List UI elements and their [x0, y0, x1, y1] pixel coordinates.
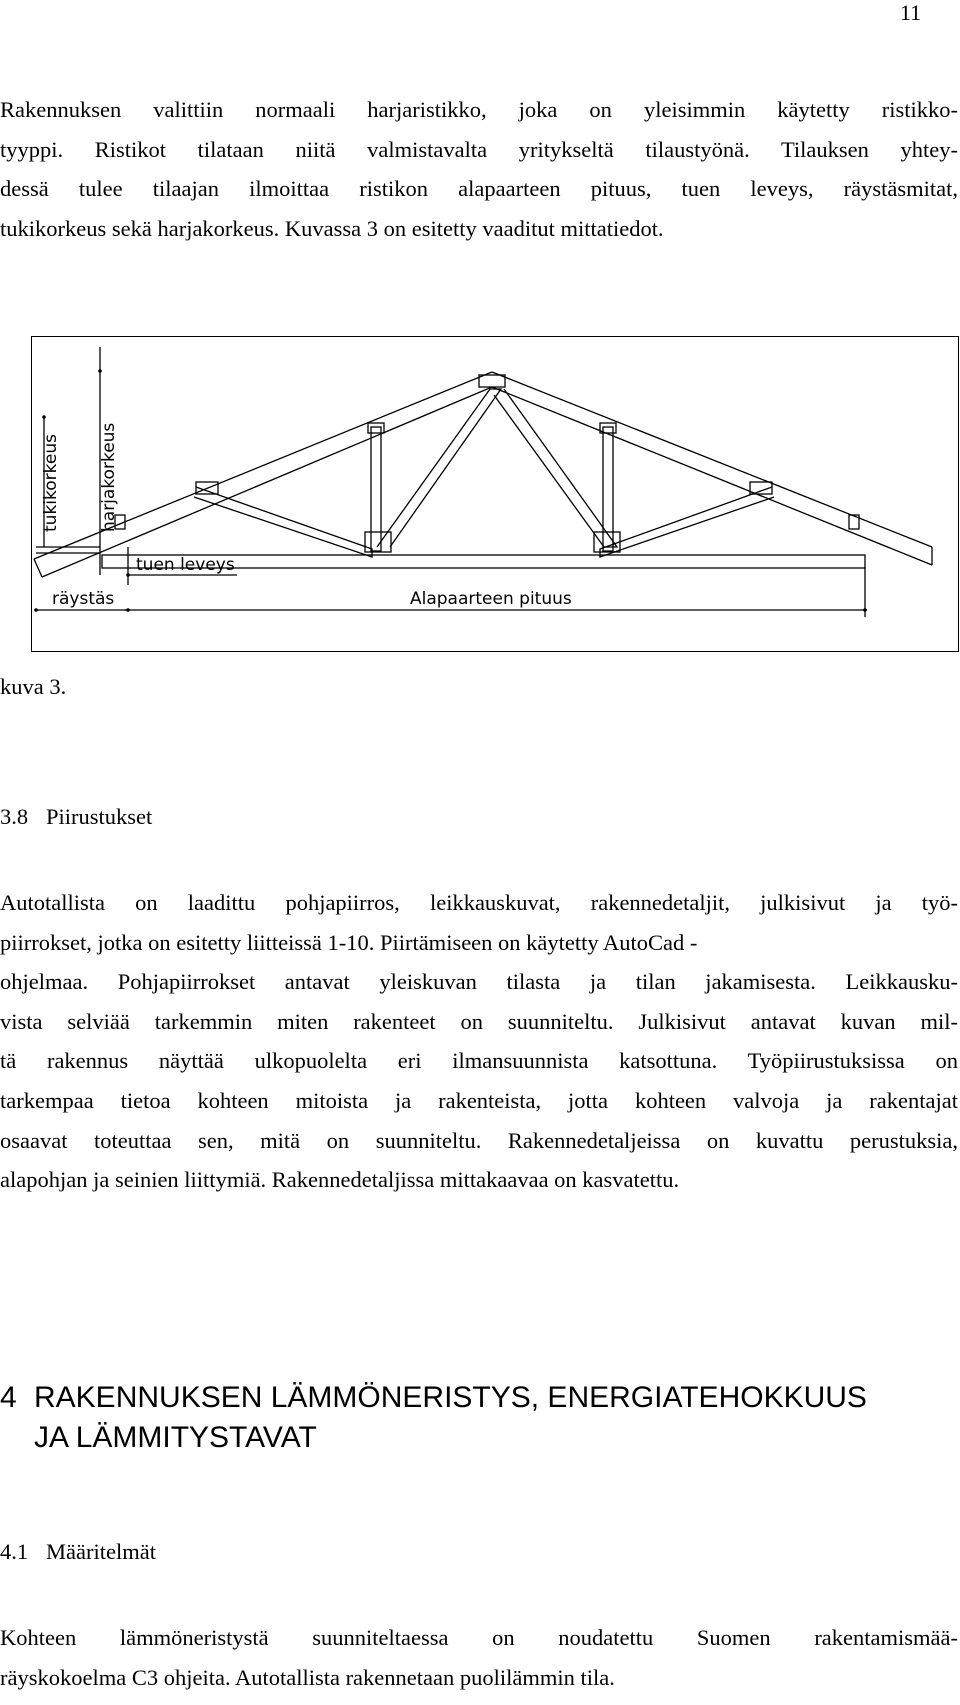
plate-left-bottom [365, 532, 391, 552]
section-3-8-paragraph [0, 883, 958, 1200]
truss-figure [31, 336, 959, 652]
paragraph-line: Kohteen lämmöneristystä suunniteltaessa on noudatettu Suomen rakentamismää- [0, 1625, 958, 1650]
label-alapaarteen-pituus: Alapaarteen pituus [410, 589, 572, 609]
rafter-right-inner [492, 387, 932, 565]
label-harjakorkeus: harjakorkeus [99, 422, 119, 532]
label-raystas: räystäs [52, 589, 115, 609]
section-heading-4-1 [0, 1539, 156, 1565]
paragraph-line: tyyppi. Ristikot tilataan niitä valmistavalta yritykseltä tilaustyönä. Tilauksen yhtey- [0, 136, 958, 162]
paragraph-line: tarkempaa tietoa kohteen mitoista ja rakenteista, jotta kohteen valvoja ja rakentajat [0, 1087, 958, 1113]
paragraph-line: Rakennuksen valittiin normaali harjaristikko, joka on yleisimmin käytetty ristikko- [0, 97, 958, 122]
paragraph-line: dessä tulee tilaajan ilmoittaa ristikon alapaarteen pituus, tuen leveys, räystäsmitat, [0, 176, 958, 202]
paragraph-line: tä rakennus näyttää ulkopuolelta eri ilmansuunnista katsottuna. Työpiirustuksissa on [0, 1048, 958, 1074]
paragraph-line: räyskokoelma C3 ohjeita. Autotallista rakennetaan puolilämmin tila. [0, 1664, 615, 1690]
paragraph-line: Autotallista on laadittu pohjapiirros, leikkauskuvat, rakennedetaljit, julkisivut ja työ- [0, 890, 958, 915]
ridge-plate [479, 375, 505, 387]
section-number: 4.1 [0, 1539, 29, 1564]
rafter-right-outer [492, 372, 932, 547]
paragraph-line: ohjelmaa. Pohjapiirrokset antavat yleiskuvan tilasta ja tilan jakamisesta. Leikkausku- [0, 969, 958, 995]
label-tukikorkeus: tukikorkeus [41, 434, 61, 532]
intro-paragraph [0, 90, 958, 248]
web-left-outer [194, 487, 372, 557]
plate-right-bottom [594, 532, 620, 552]
section-title: Piirustukset [46, 804, 153, 829]
label-tuen-leveys: tuen leveys [136, 555, 235, 575]
section-4-1-paragraph [0, 1618, 958, 1697]
section-heading-3-8 [0, 804, 152, 830]
chapter-title-line1: RAKENNUKSEN LÄMMÖNERISTYS, ENERGIATEHOKKUUS [34, 1381, 867, 1414]
web-right-outer [600, 487, 774, 557]
paragraph-line: alapohjan ja seinien liittymiä. Rakennedetaljissa mittakaavaa on kasvatettu. [0, 1167, 680, 1193]
chapter-number: 4 [0, 1381, 17, 1414]
page-number: 11 [900, 0, 922, 25]
section-number: 3.8 [0, 804, 29, 829]
paragraph-line: tukikorkeus sekä harjakorkeus. Kuvassa 3 on esitetty vaaditut mittatiedot. [0, 215, 664, 241]
paragraph-line: osaavat toteuttaa sen, mitä on suunniteltu. Rakennedetaljeissa on kuvattu perustuksia, [0, 1127, 958, 1153]
figure-caption: kuva 3. [0, 674, 67, 699]
truss-drawing [32, 337, 958, 651]
diagonal-left [377, 389, 501, 547]
paragraph-line: piirrokset, jotka on esitetty liitteissä 1-10. Piirtämiseen on käytetty AutoCad - [0, 929, 698, 955]
chapter-heading-4 [0, 1378, 867, 1458]
paragraph-line: vista selviää tarkemmin miten rakenteet on suunniteltu. Julkisivut antavat kuvan mil- [0, 1008, 958, 1034]
chapter-title-line2: JA LÄMMITYSTAVAT [34, 1421, 317, 1454]
section-title: Määritelmät [46, 1539, 156, 1564]
